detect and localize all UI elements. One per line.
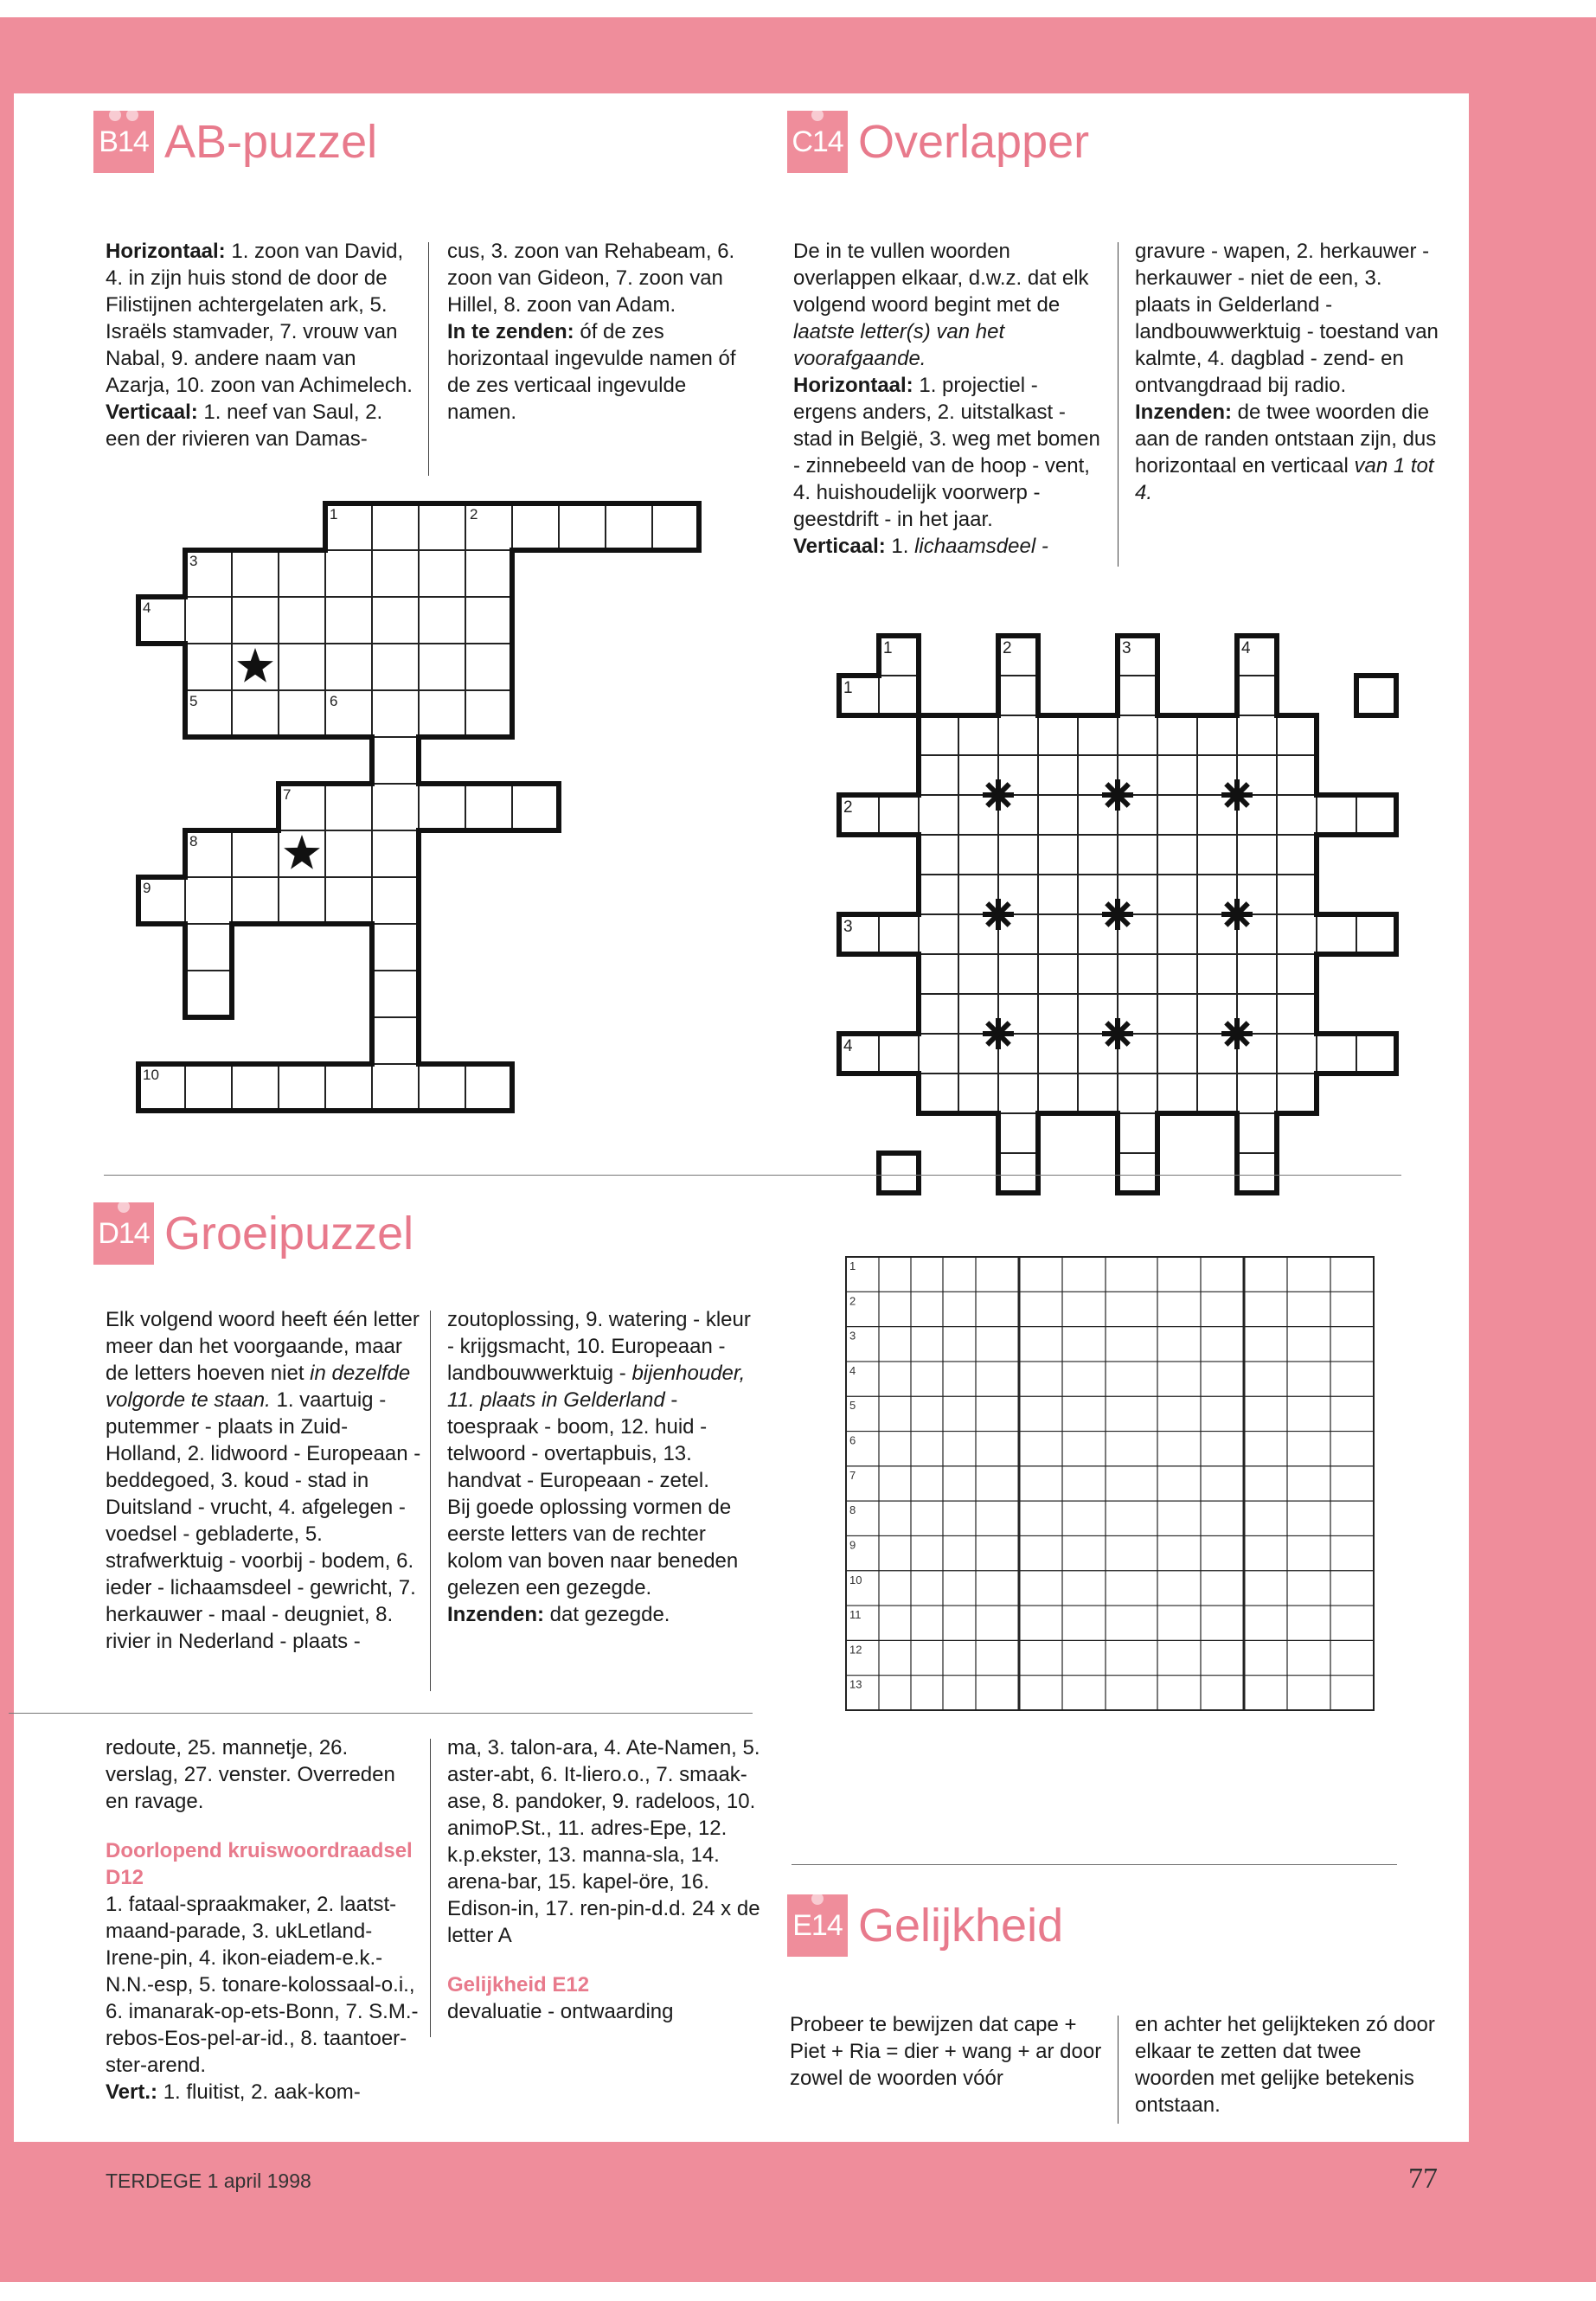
grid-cell[interactable]	[1277, 914, 1317, 954]
grid-cell[interactable]	[919, 795, 958, 835]
grid-cell[interactable]	[1118, 676, 1157, 715]
row-number: 1	[849, 1259, 856, 1272]
grid-cell[interactable]	[465, 784, 512, 830]
c14-text-col1	[793, 238, 1106, 560]
grid-cell[interactable]	[232, 1064, 279, 1111]
b14-header	[93, 111, 377, 173]
grid-cell[interactable]	[372, 1064, 419, 1111]
grid-cell[interactable]	[1356, 795, 1396, 835]
grid-cell[interactable]	[998, 954, 1038, 994]
grid-cell[interactable]	[1038, 1034, 1078, 1074]
row-number: 13	[849, 1677, 862, 1691]
grid-cell[interactable]	[919, 994, 958, 1034]
b14-badge-label: B14	[99, 125, 149, 158]
solutions-column-divider	[430, 1739, 431, 2037]
grid-cell[interactable]	[879, 1034, 919, 1074]
grid-number: 1	[330, 506, 338, 522]
grid-cell[interactable]	[185, 644, 232, 690]
grid-cell[interactable]	[325, 877, 372, 924]
asterisk-block	[1102, 899, 1133, 930]
grid-cell[interactable]	[232, 877, 279, 924]
grid-cell[interactable]	[372, 830, 419, 877]
grid-cell[interactable]	[919, 755, 958, 795]
grid-cell[interactable]	[919, 914, 958, 954]
solutions-col2	[447, 1734, 763, 2025]
asterisk-block	[1221, 1018, 1253, 1049]
column-number: 1	[883, 639, 893, 657]
grid-cell[interactable]	[279, 597, 325, 644]
row-number: 6	[849, 1433, 856, 1447]
grid-cell[interactable]	[279, 644, 325, 690]
e14-text-col1	[790, 2011, 1106, 2092]
d14-text-col1	[106, 1306, 421, 1655]
grid-cell[interactable]	[1277, 795, 1317, 835]
solution-paragraph: 1. fataal-spraakmaker, 2. laatst-maand-parade, 3. ukLetland-Irene-pin, 4. ikon-eiadem-e.k.-N.N.-esp, 5. tonare-kolossaal-o.i., 6. imanarak-op-ets-Bonn, 7. S.M.-rebos-Eos-pel-ar-id., 8. taantoer-ster-arend.	[106, 1893, 419, 2077]
grid-cell[interactable]	[372, 877, 419, 924]
grid-cell[interactable]	[419, 784, 465, 830]
grid-cell[interactable]	[1118, 954, 1157, 994]
grid-cell[interactable]	[1277, 835, 1317, 875]
solution-paragraph: devaluatie - ontwaarding	[447, 2000, 674, 2023]
paragraph: Inzenden: de twee woorden die aan de randen ontstaan zijn, dus horizontaal en verticaal van 1 tot 4.	[1135, 401, 1437, 504]
c14-badge-label: C14	[792, 125, 843, 158]
e14-header	[787, 1894, 1063, 1957]
grid-cell[interactable]	[372, 924, 419, 971]
solution-heading: Gelijkheid E12	[447, 1973, 590, 1997]
grid-cell[interactable]	[512, 503, 559, 550]
grid-cell[interactable]	[879, 676, 919, 715]
paragraph: Verticaal: 1. neef van Saul, 2. een der rivieren van Damas-	[106, 401, 383, 451]
asterisk-block	[983, 899, 1014, 930]
grid-cell[interactable]	[372, 971, 419, 1017]
grid-cell[interactable]	[1038, 954, 1078, 994]
row-number: 10	[849, 1573, 862, 1586]
e14-badge-label: E14	[792, 1908, 843, 1942]
grid-cell[interactable]	[1157, 715, 1197, 755]
grid-cell[interactable]	[879, 1153, 919, 1193]
grid-cell[interactable]	[279, 877, 325, 924]
grid-cell[interactable]	[372, 1017, 419, 1064]
column-number: 4	[1241, 639, 1251, 657]
row-number: 9	[849, 1538, 856, 1552]
grid-cell[interactable]	[232, 690, 279, 737]
grid-number: 5	[189, 693, 198, 709]
grid-cell[interactable]	[372, 690, 419, 737]
grid-cell[interactable]	[1157, 914, 1197, 954]
grid-cell[interactable]	[325, 550, 372, 597]
grid-cell[interactable]	[1038, 1074, 1078, 1113]
row-number: 8	[849, 1503, 856, 1517]
grid-cell[interactable]	[1317, 795, 1356, 835]
grid-number: 9	[143, 880, 151, 896]
top-pink-band	[0, 17, 1596, 93]
grid-cell[interactable]	[419, 550, 465, 597]
column-number: 3	[1122, 639, 1131, 657]
paragraph: en achter het gelijkteken zó door elkaar te zetten dat twee woorden met gelijke betekenis ontstaan.	[1135, 2013, 1435, 2117]
b14-text-col2	[447, 238, 754, 426]
grid-cell[interactable]	[1277, 994, 1317, 1034]
row-number: 3	[843, 918, 853, 936]
grid-cell[interactable]	[185, 877, 232, 924]
grid-cell[interactable]	[372, 644, 419, 690]
grid-cell[interactable]	[1197, 835, 1237, 875]
grid-cell[interactable]	[325, 1064, 372, 1111]
grid-number: 6	[330, 693, 338, 709]
grid-cell[interactable]	[279, 550, 325, 597]
row-number: 5	[849, 1399, 856, 1413]
paragraph: Verticaal: 1. lichaamsdeel -	[793, 535, 1048, 558]
grid-cell[interactable]	[1038, 835, 1078, 875]
d14-text-col2	[447, 1306, 763, 1628]
asterisk-block	[1221, 899, 1253, 930]
grid-cell[interactable]	[1237, 1113, 1277, 1153]
d14-badge-label: D14	[98, 1216, 150, 1250]
grid-cell[interactable]	[279, 1064, 325, 1111]
grid-cell[interactable]	[1237, 1074, 1277, 1113]
grid-cell[interactable]	[879, 914, 919, 954]
grid-cell[interactable]	[1157, 795, 1197, 835]
grid-cell[interactable]	[185, 924, 232, 971]
footer-publication: TERDEGE 1 april 1998	[106, 2170, 311, 2192]
grid-cell[interactable]	[998, 1113, 1038, 1153]
grid-cell[interactable]	[1237, 1153, 1277, 1193]
grid-cell[interactable]	[465, 597, 512, 644]
solution-paragraph: Vert.: 1. fluitist, 2. aak-kom-	[106, 2080, 361, 2104]
difficulty-dots	[93, 109, 154, 121]
grid-cell[interactable]	[185, 597, 232, 644]
grid-cell[interactable]	[232, 830, 279, 877]
b14-text-col1	[106, 238, 417, 452]
grid-cell[interactable]	[1237, 676, 1277, 715]
row-number: 12	[849, 1643, 862, 1657]
grid-cell[interactable]	[958, 954, 998, 994]
grid-cell[interactable]	[372, 784, 419, 830]
grid-cell[interactable]	[465, 550, 512, 597]
d14-growth-grid	[846, 1253, 1378, 1828]
grid-number: 10	[143, 1067, 159, 1083]
grid-cell[interactable]	[1197, 1074, 1237, 1113]
grid-cell[interactable]	[372, 737, 419, 784]
grid-cell[interactable]	[232, 550, 279, 597]
grid-cell[interactable]	[1078, 954, 1118, 994]
grid-cell[interactable]	[1118, 1074, 1157, 1113]
paragraph: gravure - wapen, 2. herkauwer - herkauwer - niet de een, 3. plaats in Gelderland - landbouwwerktuig - toestand van kalmte, 4. dagblad - zend- en ontvangdraad bij radio.	[1135, 240, 1439, 397]
grid-cell[interactable]	[958, 835, 998, 875]
paragraph: Probeer te bewijzen dat cape + Piet + Ria = dier + wang + ar door zowel de woorden vóór	[790, 2013, 1102, 2090]
grid-cell[interactable]	[325, 644, 372, 690]
grid-cell[interactable]	[419, 597, 465, 644]
grid-cell[interactable]	[1277, 1074, 1317, 1113]
paragraph: Bij goede oplossing vormen de eerste letters van de rechter kolom van boven naar beneden gelezen een gezegde.	[447, 1496, 739, 1599]
grid-cell[interactable]	[1356, 1034, 1396, 1074]
paragraph: cus, 3. zoon van Rehabeam, 6. zoon van Gideon, 7. zoon van Hillel, 8. zoon van Adam.	[447, 240, 735, 317]
grid-cell[interactable]	[419, 1064, 465, 1111]
paragraph: Horizontaal: 1. projectiel - ergens anders, 2. uitstalkast - stad in België, 3. weg met bomen - zinnebeeld van de hoop - vent, 4. huishoudelijk voorwerp - geestdrift - in het jaar.	[793, 374, 1100, 531]
footer-page-number: 77	[1408, 2163, 1438, 2195]
row-number: 1	[843, 679, 853, 697]
grid-cell[interactable]	[919, 875, 958, 914]
difficulty-dots	[787, 109, 848, 121]
difficulty-dots	[787, 1893, 848, 1905]
grid-cell[interactable]	[1118, 835, 1157, 875]
e14-title: Gelijkheid	[858, 1900, 1064, 1952]
grid-cell[interactable]	[998, 835, 1038, 875]
row-number: 2	[849, 1294, 856, 1308]
grid-cell[interactable]	[325, 597, 372, 644]
grid-cell[interactable]	[998, 1153, 1038, 1193]
grid-cell[interactable]	[919, 954, 958, 994]
grid-cell[interactable]	[1038, 715, 1078, 755]
grid-cell[interactable]	[512, 784, 559, 830]
grid-cell[interactable]	[919, 1034, 958, 1074]
grid-cell[interactable]	[1157, 994, 1197, 1034]
grid-cell[interactable]	[1078, 1074, 1118, 1113]
grid-cell[interactable]	[1277, 875, 1317, 914]
e14-badge	[787, 1894, 848, 1957]
asterisk-block	[1102, 779, 1133, 811]
row-number: 11	[849, 1608, 862, 1622]
d14-column-divider	[430, 1311, 431, 1691]
grid-cell[interactable]	[1277, 1034, 1317, 1074]
grid-cell[interactable]	[1118, 1113, 1157, 1153]
grid-cell[interactable]	[1078, 835, 1118, 875]
paragraph: Elk volgend woord heeft één letter meer dan het voorgaande, maar de letters hoeven niet in dezelfde volgorde te staan. 1. vaartuig - putemmer - plaats in Zuid-Holland, 2. lidwoord - Europeaan - beddegoed, 3. koud - stad in Duitsland - vrucht, 4. afgelegen - voedsel - gebladerte, 5. strafwerktuig - voorbij - bodem, 6. ieder - lichaamsdeel - gewricht, 7. herkauwer - maal - deugniet, 8. rivier in Nederland - plaats -	[106, 1308, 421, 1653]
left-pink-band	[0, 17, 14, 2197]
grid-cell[interactable]	[1038, 994, 1078, 1034]
grid-cell[interactable]	[1038, 755, 1078, 795]
d14-badge	[93, 1202, 154, 1265]
grid-number: 3	[189, 553, 198, 569]
c14-text-col2	[1135, 238, 1442, 506]
row-number: 4	[843, 1037, 853, 1055]
grid-cell[interactable]	[1157, 1074, 1197, 1113]
paragraph: Horizontaal: 1. zoon van David, 4. in zijn huis stond de door de Filistijnen achtergelaten ark, 5. Israëls stamvader, 7. vrouw van Nabal, 9. andere naam van Azarja, 10. zoon van Achimelech.	[106, 240, 413, 397]
solutions-col1	[106, 1734, 421, 2106]
grid-cell[interactable]	[372, 597, 419, 644]
paragraph: De in te vullen woorden overlappen elkaar, d.w.z. dat elk volgend woord begint met de laatste letter(s) van het voorafgaande.	[793, 240, 1089, 370]
paragraph: zoutoplossing, 9. watering - kleur - krijgsmacht, 10. Europeaan - landbouwwerktuig - bijenhouder, 11. plaats in Gelderland - toespraak - boom, 12. huid - telwoord - overtapbuis, 13. handvat - Europeaan - zetel.	[447, 1308, 751, 1492]
grid-cell[interactable]	[419, 644, 465, 690]
grid-number: 7	[283, 786, 292, 803]
b14-crossword-grid	[143, 502, 701, 1159]
right-pink-band	[1469, 17, 1596, 2197]
grid-cell[interactable]	[919, 1074, 958, 1113]
grid-cell[interactable]	[1237, 715, 1277, 755]
grid-cell[interactable]	[465, 690, 512, 737]
c14-title: Overlapper	[858, 116, 1090, 168]
grid-cell[interactable]	[1157, 1034, 1197, 1074]
grid-cell[interactable]	[372, 503, 419, 550]
row-number: 2	[843, 798, 853, 817]
grid-cell[interactable]	[419, 503, 465, 550]
grid-cell[interactable]	[1277, 954, 1317, 994]
grid-cell[interactable]	[1237, 954, 1277, 994]
grid-cell[interactable]	[232, 597, 279, 644]
grid-cell[interactable]	[958, 1074, 998, 1113]
asterisk-block	[983, 779, 1014, 811]
grid-cell[interactable]	[1197, 715, 1237, 755]
grid-cell[interactable]	[559, 503, 606, 550]
b14-column-divider	[428, 242, 429, 476]
grid-cell[interactable]	[1157, 755, 1197, 795]
e14-divider	[792, 1864, 1397, 1865]
grid-cell[interactable]	[185, 1064, 232, 1111]
e14-text-col2	[1135, 2011, 1442, 2118]
grid-cell[interactable]	[998, 1074, 1038, 1113]
paragraph: Inzenden: dat gezegde.	[447, 1603, 670, 1626]
column-number: 2	[1003, 639, 1012, 657]
grid-cell[interactable]	[879, 795, 919, 835]
asterisk-block	[1221, 779, 1253, 811]
c14-badge	[787, 111, 848, 173]
b14-badge	[93, 111, 154, 173]
grid-cell[interactable]	[1038, 914, 1078, 954]
bottom-pink-band	[0, 2142, 1596, 2282]
grid-cell[interactable]	[1118, 715, 1157, 755]
grid-cell[interactable]	[998, 715, 1038, 755]
difficulty-dots	[93, 1201, 154, 1213]
grid-cell[interactable]	[279, 690, 325, 737]
row-number: 4	[849, 1363, 856, 1377]
grid-cell[interactable]	[1197, 954, 1237, 994]
grid-cell[interactable]	[1356, 914, 1396, 954]
paragraph: In te zenden: óf de zes horizontaal ingevulde namen óf de zes verticaal ingevulde namen.	[447, 320, 736, 424]
c14-header	[787, 111, 1089, 173]
grid-cell[interactable]	[919, 835, 958, 875]
grid-cell[interactable]	[185, 971, 232, 1017]
grid-cell[interactable]	[419, 690, 465, 737]
d14-title: Groeipuzzel	[164, 1208, 414, 1259]
b14-title: AB-puzzel	[164, 116, 378, 168]
grid-number: 8	[189, 833, 198, 849]
grid-number: 2	[470, 506, 478, 522]
asterisk-block	[1102, 1018, 1133, 1049]
grid-cell[interactable]	[1038, 875, 1078, 914]
grid-cell[interactable]	[372, 550, 419, 597]
solution-paragraph: redoute, 25. mannetje, 26. verslag, 27. venster. Overreden en ravage.	[106, 1736, 395, 1813]
grid-cell[interactable]	[652, 503, 699, 550]
d14-header	[93, 1202, 413, 1265]
grid-number: 4	[143, 599, 151, 616]
grid-cell[interactable]	[606, 503, 652, 550]
grid-cell[interactable]	[1317, 914, 1356, 954]
asterisk-block	[983, 1018, 1014, 1049]
grid-cell[interactable]	[1277, 715, 1317, 755]
grid-cell[interactable]	[958, 715, 998, 755]
grid-cell[interactable]	[465, 644, 512, 690]
solution-heading: Doorlopend kruiswoordraadsel D12	[106, 1839, 413, 1889]
row-number: 3	[849, 1329, 856, 1343]
solution-paragraph: ma, 3. talon-ara, 4. Ate-Namen, 5. aster-abt, 6. It-liero.o., 7. smaak-ase, 8. pandoker, 9. radeloos, 10. animoP.St., 11. adres-Epe, 12. k.p.ekster, 13. manna-sla, 14. arena-bar, 15. kapel-öre, 16. Edison-in, 17. ren-pin-d.d. 24 x de letter A	[447, 1736, 760, 1947]
grid-cell[interactable]	[1317, 1034, 1356, 1074]
grid-cell[interactable]	[1277, 755, 1317, 795]
grid-cell[interactable]	[1157, 954, 1197, 994]
grid-cell[interactable]	[1078, 715, 1118, 755]
grid-cell[interactable]	[998, 676, 1038, 715]
grid-cell[interactable]	[1157, 875, 1197, 914]
row-number: 7	[849, 1468, 856, 1482]
grid-cell[interactable]	[1118, 1153, 1157, 1193]
grid-cell[interactable]	[1237, 835, 1277, 875]
grid-cell[interactable]	[1356, 676, 1396, 715]
c14-overlapper-grid	[835, 627, 1414, 1163]
grid-cell[interactable]	[1157, 835, 1197, 875]
grid-cell[interactable]	[325, 830, 372, 877]
grid-cell[interactable]	[919, 715, 958, 755]
grid-cell[interactable]	[325, 784, 372, 830]
solutions-divider	[9, 1713, 753, 1714]
section-divider-mid	[104, 1175, 1401, 1176]
grid-cell[interactable]	[1038, 795, 1078, 835]
grid-cell[interactable]	[465, 1064, 512, 1111]
